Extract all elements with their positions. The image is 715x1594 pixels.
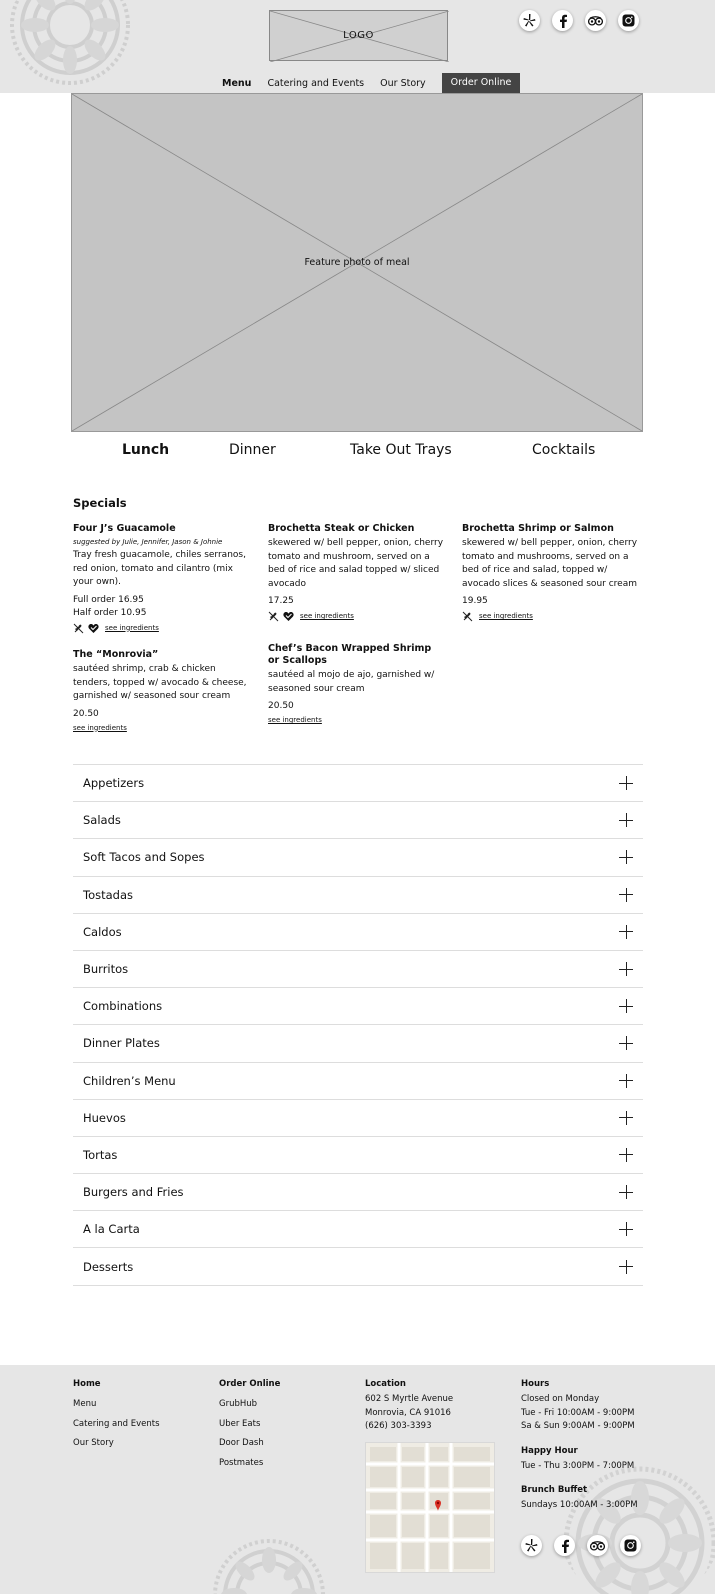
expand-plus-icon[interactable] [619,1036,633,1050]
category-label: Tortas [83,1147,118,1162]
special-name: Brochetta Steak or Chicken [268,523,415,534]
special-item [73,649,251,735]
tripadvisor-icon[interactable] [585,10,606,31]
see-ingredients-link[interactable]: see ingredients [268,716,322,724]
special-price-half: Half order 10.95 [73,607,147,618]
category-dinner-plates[interactable] [73,1025,643,1062]
category-appetizers[interactable] [73,765,643,802]
special-price: 19.95 [462,596,488,606]
expand-plus-icon[interactable] [619,888,633,902]
footer-phone[interactable]: (626) 303-3393 [365,1421,432,1431]
footer-col-hours [521,1379,638,1513]
category-label: Desserts [83,1259,134,1274]
category-label: Combinations [83,999,163,1014]
special-item [73,523,251,635]
special-name: Four J’s Guacamole [73,523,176,534]
category-label: Soft Tacos and Sopes [83,850,205,865]
feature-photo-caption: Feature photo of meal [304,257,410,268]
site-header [0,0,715,93]
instagram-icon[interactable] [618,10,639,31]
expand-plus-icon[interactable] [619,1222,633,1236]
see-ingredients-link[interactable]: see ingredients [300,612,354,620]
footer-hours-line: Sa & Sun 9:00AM - 9:00PM [521,1421,635,1431]
category-label: Huevos [83,1110,126,1125]
expand-plus-icon[interactable] [619,1074,633,1088]
footer-link-grubhub[interactable]: GrubHub [219,1399,258,1409]
category-label: Dinner Plates [83,1036,160,1051]
category-soft-tacos-and-sopes[interactable] [73,839,643,876]
special-name: Chef’s Bacon Wrapped Shrimp or Scallops [268,643,432,666]
footer-brunch-line: Sundays 10:00AM - 3:00PM [521,1500,638,1510]
special-description: Tray fresh guacamole, chiles serranos, red onion, tomato and cilantro (mix your own). [73,550,246,587]
footer-address-city: Monrovia, CA 91016 [365,1407,451,1418]
tab-take-out-trays[interactable]: Take Out Trays [350,442,452,458]
footer-brunch-heading: Brunch Buffet [521,1485,588,1495]
category-combinations[interactable] [73,988,643,1025]
expand-plus-icon[interactable] [619,1185,633,1199]
special-price: 17.25 [268,596,294,606]
decorative-rosette [5,0,135,90]
tab-cocktails[interactable]: Cocktails [532,442,596,458]
category-label: Burritos [83,962,129,977]
facebook-icon[interactable] [554,1535,575,1556]
heart-healthy-icon [88,623,99,634]
see-ingredients-link[interactable]: see ingredients [105,623,159,632]
footer-link-uber-eats[interactable]: Uber Eats [219,1418,261,1429]
map-graphic [366,1443,495,1573]
footer-social-icons [521,1535,641,1556]
special-item [268,643,438,728]
special-suggested-by: suggested by Julie, Jennifer, Jason & Johnie [73,538,223,546]
gluten-free-icon [73,623,84,634]
footer-home-link[interactable]: Home [73,1379,101,1389]
yelp-icon[interactable] [521,1535,542,1556]
tripadvisor-icon[interactable] [587,1535,608,1556]
see-ingredients-link[interactable]: see ingredients [73,723,127,732]
expand-plus-icon[interactable] [619,1260,633,1274]
special-description: sautéed shrimp, crab & chicken tenders, topped w/ avocado & cheese, garnished w/ seasoned sour cream [73,664,247,701]
instagram-icon[interactable] [620,1535,641,1556]
special-description: skewered w/ bell pepper, onion, cherry tomato and mushrooms, served on a bed of rice and salad, topped w/ avocado slices & seasoned sour cream [462,538,638,589]
see-ingredients-link[interactable]: see ingredients [479,612,533,620]
gluten-free-icon [462,611,473,622]
expand-plus-icon[interactable] [619,962,633,976]
special-description: sautéed al mojo de ajo, garnished w/ seasoned sour cream [268,670,435,694]
logo-text: LOGO [343,30,374,41]
category-label: Children’s Menu [83,1073,176,1088]
category-childrens-menu[interactable] [73,1063,643,1100]
yelp-icon[interactable] [519,10,540,31]
category-caldos[interactable] [73,914,643,951]
footer-link-menu[interactable]: Menu [73,1399,97,1409]
special-tags [73,622,251,636]
site-footer [0,1365,715,1594]
special-tags [268,610,446,624]
category-burgers-and-fries[interactable] [73,1174,643,1211]
menu-categories [73,764,643,1286]
special-name: Brochetta Shrimp or Salmon [462,523,614,534]
footer-col-location [365,1379,453,1434]
footer-order-online-link[interactable]: Order Online [219,1379,281,1389]
expand-plus-icon[interactable] [619,776,633,790]
nav-catering[interactable]: Catering and Events [267,77,365,89]
heart-healthy-icon [283,611,294,622]
menu-tabs [71,442,643,462]
footer-link-catering[interactable]: Catering and Events [73,1418,160,1429]
tab-lunch[interactable]: Lunch [122,442,170,458]
special-item [268,523,446,624]
category-label: Salads [83,813,121,828]
expand-plus-icon[interactable] [619,1111,633,1125]
category-burritos[interactable] [73,951,643,988]
footer-col-home [73,1379,160,1458]
category-salads[interactable] [73,802,643,839]
category-label: Appetizers [83,776,145,791]
category-label: A la Carta [83,1222,140,1237]
main-nav [222,73,520,93]
footer-link-door-dash[interactable]: Door Dash [219,1438,264,1448]
gluten-free-icon [268,611,279,622]
footer-hours-line: Tue - Fri 10:00AM - 9:00PM [521,1407,635,1418]
category-a-la-carta[interactable] [73,1211,643,1248]
special-item [462,523,642,624]
special-name: The “Monrovia” [73,649,159,660]
header-social-icons [519,10,639,31]
expand-plus-icon[interactable] [619,850,633,864]
feature-photo-placeholder [71,93,643,432]
category-desserts[interactable] [73,1248,643,1285]
footer-happy-hour-heading: Happy Hour [521,1445,578,1456]
special-tags [462,610,642,624]
footer-address-street: 602 S Myrtle Avenue [365,1394,454,1404]
category-label: Caldos [83,924,122,939]
expand-plus-icon[interactable] [619,813,633,827]
decorative-rosette [212,1538,327,1594]
location-map[interactable] [365,1442,495,1573]
footer-link-postmates[interactable]: Postmates [219,1457,264,1468]
nav-menu[interactable]: Menu [222,77,252,89]
tab-dinner[interactable]: Dinner [229,442,276,458]
category-huevos[interactable] [73,1100,643,1137]
footer-link-our-story[interactable]: Our Story [73,1438,114,1448]
special-price: 20.50 [73,708,99,719]
specials-title: Specials [73,496,127,510]
footer-col-order [219,1379,280,1477]
special-price: 20.50 [268,701,294,711]
category-tostadas[interactable] [73,877,643,914]
expand-plus-icon[interactable] [619,925,633,939]
logo-placeholder[interactable] [269,10,448,61]
nav-our-story[interactable]: Our Story [380,77,426,89]
order-online-button[interactable]: Order Online [442,73,521,93]
footer-hours-line: Closed on Monday [521,1394,600,1404]
special-description: skewered w/ bell pepper, onion, cherry tomato and mushroom, served on a bed of rice and salad topped w/ sliced avocado [268,538,444,589]
expand-plus-icon[interactable] [619,999,633,1013]
facebook-icon[interactable] [552,10,573,31]
category-label: Burgers and Fries [83,1185,184,1200]
footer-happy-hour-line: Tue - Thu 3:00PM - 7:00PM [521,1460,635,1471]
footer-hours-heading: Hours [521,1379,550,1389]
category-label: Tostadas [83,887,133,902]
category-tortas[interactable] [73,1137,643,1174]
expand-plus-icon[interactable] [619,1148,633,1162]
special-price-full: Full order 16.95 [73,594,144,605]
footer-location-heading: Location [365,1379,406,1389]
